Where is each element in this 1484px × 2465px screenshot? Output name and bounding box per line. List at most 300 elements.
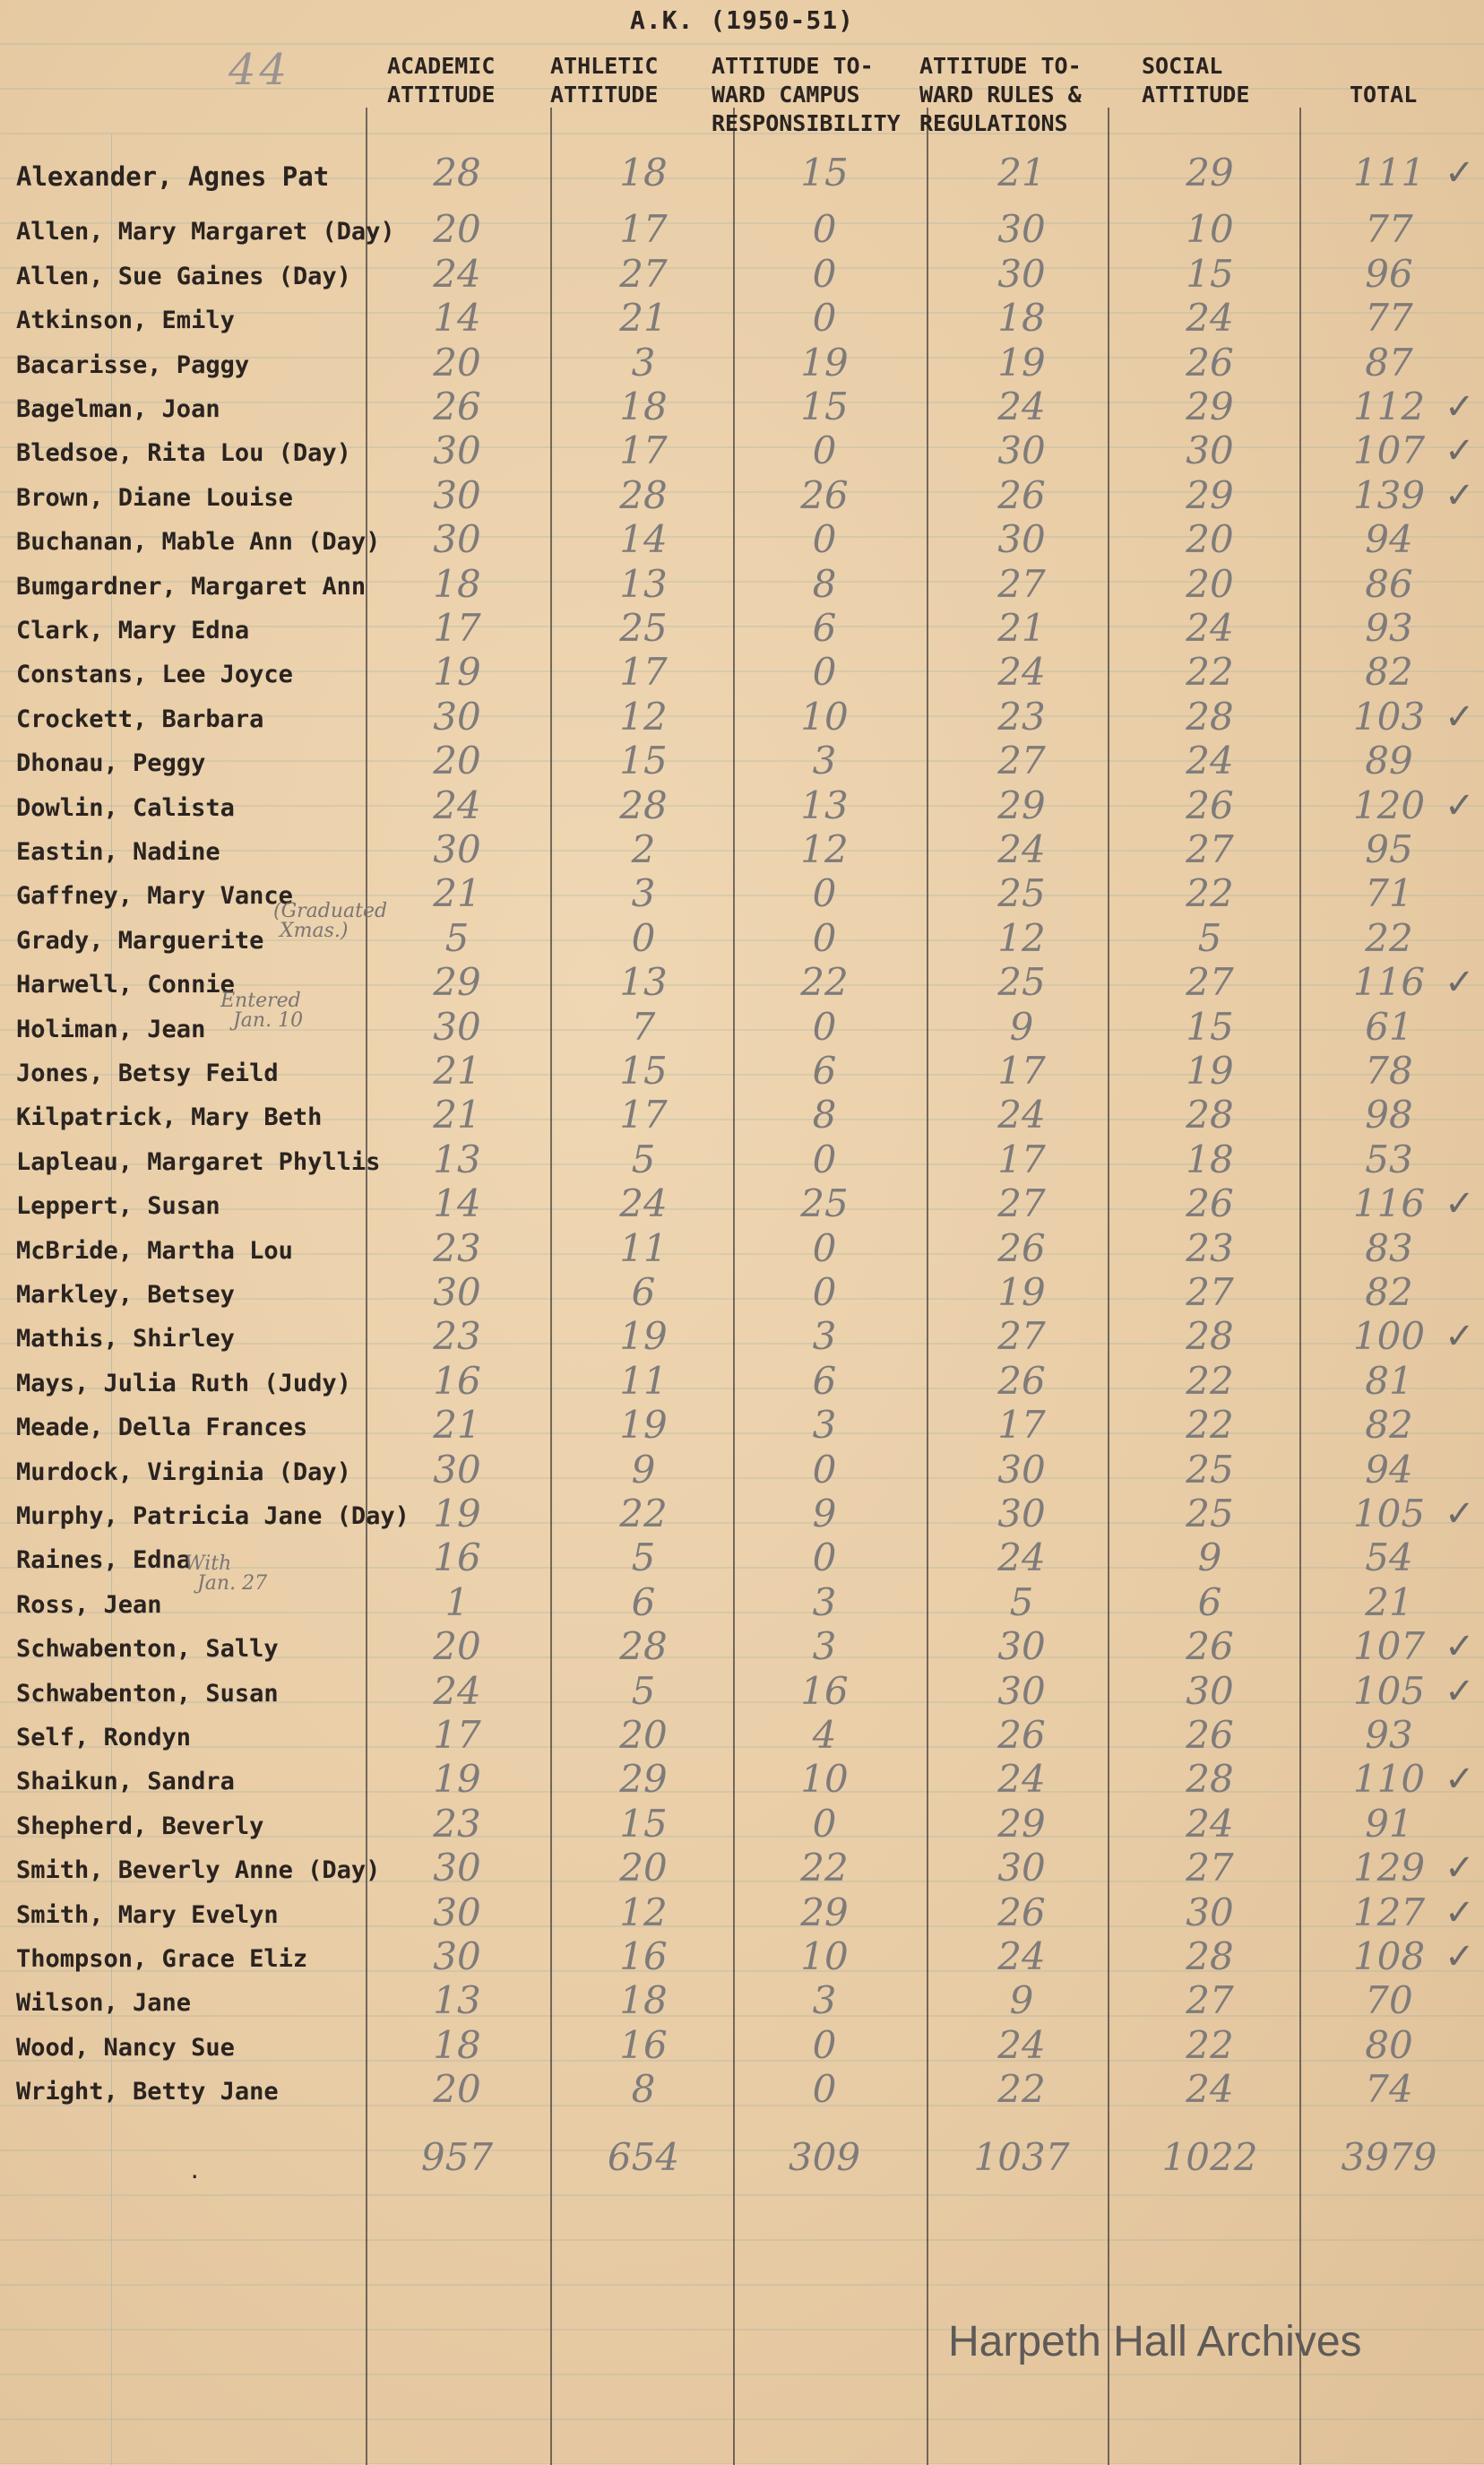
score-athletic: 19 xyxy=(619,1314,668,1359)
table-row xyxy=(0,694,1484,743)
table-row xyxy=(0,2067,1484,2115)
score-total: 78 xyxy=(1365,1049,1413,1093)
student-name: Grady, Marguerite xyxy=(16,926,264,955)
score-athletic: 18 xyxy=(619,151,668,195)
score-campus: 0 xyxy=(812,517,837,562)
score-academic: 21 xyxy=(433,1093,481,1137)
table-row xyxy=(0,472,1484,522)
score-campus: 0 xyxy=(812,251,837,296)
score-total: 91 xyxy=(1365,1801,1413,1846)
score-total: 103 xyxy=(1352,694,1426,739)
score-campus: 3 xyxy=(812,1403,837,1448)
total-rules: 1037 xyxy=(973,2135,1070,2179)
score-athletic: 0 xyxy=(631,915,656,960)
header-athletic-attitude: ATHLETIC ATTITUDE xyxy=(550,53,659,108)
score-rules: 30 xyxy=(997,428,1046,473)
score-academic: 23 xyxy=(433,1314,481,1359)
score-academic: 30 xyxy=(433,694,481,739)
score-rules: 25 xyxy=(997,960,1046,1005)
score-campus: 0 xyxy=(812,650,837,695)
score-rules: 24 xyxy=(997,2022,1046,2067)
score-rules: 30 xyxy=(997,1492,1046,1535)
score-social: 26 xyxy=(1186,783,1234,827)
score-total: 108 xyxy=(1352,1934,1426,1978)
student-name: Wright, Betty Jane xyxy=(16,2078,279,2106)
score-social: 29 xyxy=(1186,472,1234,517)
score-social: 27 xyxy=(1186,1978,1234,2023)
score-athletic: 21 xyxy=(619,296,668,341)
score-athletic: 17 xyxy=(619,428,668,473)
score-social: 19 xyxy=(1186,1049,1234,1093)
score-total: 96 xyxy=(1365,251,1413,296)
score-total: 98 xyxy=(1365,1093,1413,1137)
student-name: Eastin, Nadine xyxy=(16,838,220,866)
student-name: Bumgardner, Margaret Ann xyxy=(16,572,367,601)
score-athletic: 27 xyxy=(619,251,668,296)
score-campus: 22 xyxy=(800,1846,849,1890)
check-mark-icon: ✓ xyxy=(1445,696,1475,738)
score-athletic: 28 xyxy=(619,1624,668,1669)
score-social: 26 xyxy=(1186,340,1234,385)
score-athletic: 7 xyxy=(631,1004,656,1049)
score-athletic: 20 xyxy=(619,1846,668,1890)
table-row xyxy=(0,1668,1484,1717)
score-campus: 6 xyxy=(812,1049,837,1093)
table-row xyxy=(0,1934,1484,1983)
total-academic: 957 xyxy=(420,2135,494,2179)
score-campus: 0 xyxy=(812,1225,837,1270)
score-social: 27 xyxy=(1186,1846,1234,1890)
student-name: Crockett, Barbara xyxy=(16,705,264,733)
score-campus: 0 xyxy=(812,1270,837,1314)
table-row xyxy=(0,1358,1484,1407)
table-row xyxy=(0,207,1484,255)
score-social: 22 xyxy=(1186,2022,1234,2067)
score-total: 105 xyxy=(1352,1492,1426,1535)
score-social: 28 xyxy=(1186,694,1234,739)
score-campus: 10 xyxy=(800,1757,849,1802)
score-rules: 30 xyxy=(997,1846,1046,1890)
check-mark-icon: ✓ xyxy=(1445,1316,1475,1358)
score-total: 120 xyxy=(1352,783,1426,827)
score-athletic: 13 xyxy=(619,561,668,606)
score-athletic: 20 xyxy=(619,1713,668,1757)
score-total: 129 xyxy=(1352,1846,1426,1890)
score-total: 83 xyxy=(1365,1225,1413,1270)
score-academic: 26 xyxy=(433,385,481,428)
student-name: Markley, Betsey xyxy=(16,1281,235,1309)
score-academic: 13 xyxy=(433,1137,481,1181)
score-rules: 17 xyxy=(997,1049,1046,1093)
score-academic: 30 xyxy=(433,1846,481,1890)
score-total: 100 xyxy=(1352,1314,1426,1359)
table-row xyxy=(0,251,1484,300)
score-total: 110 xyxy=(1352,1757,1426,1802)
score-academic: 30 xyxy=(433,1934,481,1978)
score-athletic: 8 xyxy=(631,2067,656,2112)
table-row xyxy=(0,1225,1484,1275)
score-rules: 30 xyxy=(997,517,1046,562)
student-name: Dhonau, Peggy xyxy=(16,749,206,778)
student-name: Ross, Jean xyxy=(16,1590,162,1619)
score-rules: 30 xyxy=(997,1447,1046,1492)
score-social: 15 xyxy=(1186,1004,1234,1049)
score-total: 112 xyxy=(1352,385,1426,428)
score-total: 77 xyxy=(1365,296,1413,341)
table-row xyxy=(0,1447,1484,1496)
score-total: 82 xyxy=(1365,650,1413,695)
score-total: 93 xyxy=(1365,1713,1413,1757)
archive-watermark: Harpeth Hall Archives xyxy=(948,2318,1362,2366)
score-athletic: 3 xyxy=(631,871,656,916)
score-rules: 29 xyxy=(997,1801,1046,1846)
student-name: Allen, Mary Margaret (Day) xyxy=(16,218,395,246)
score-rules: 18 xyxy=(997,296,1046,341)
student-name: Self, Rondyn xyxy=(16,1724,192,1751)
score-total: 54 xyxy=(1365,1535,1413,1580)
score-athletic: 6 xyxy=(631,1270,656,1314)
student-name: Raines, Edna xyxy=(16,1546,192,1575)
page-number: 44 xyxy=(229,45,291,95)
score-social: 30 xyxy=(1186,1890,1234,1934)
score-campus: 12 xyxy=(800,827,849,871)
table-row xyxy=(0,340,1484,389)
score-campus: 9 xyxy=(812,1492,837,1535)
score-athletic: 5 xyxy=(631,1668,656,1713)
note-entered: Entered Jan. 10 xyxy=(220,990,304,1032)
score-total: 53 xyxy=(1365,1137,1413,1181)
table-row xyxy=(0,385,1484,433)
total-social: 1022 xyxy=(1161,2135,1258,2179)
score-rules: 26 xyxy=(997,1225,1046,1270)
score-rules: 24 xyxy=(997,1535,1046,1580)
check-mark-icon: ✓ xyxy=(1445,1183,1475,1225)
score-rules: 24 xyxy=(997,385,1046,428)
score-academic: 20 xyxy=(433,739,481,783)
score-academic: 19 xyxy=(433,1492,481,1535)
score-athletic: 12 xyxy=(619,694,668,739)
score-rules: 24 xyxy=(997,650,1046,695)
check-mark-icon: ✓ xyxy=(1445,474,1475,516)
table-row xyxy=(0,1624,1484,1673)
note-graduated: (Graduated Xmas.) xyxy=(273,900,388,942)
score-social: 22 xyxy=(1186,650,1234,695)
score-campus: 0 xyxy=(812,1447,837,1492)
score-social: 25 xyxy=(1186,1447,1234,1492)
table-row xyxy=(0,739,1484,787)
score-campus: 25 xyxy=(800,1181,849,1226)
score-social: 27 xyxy=(1186,960,1234,1005)
score-campus: 10 xyxy=(800,1934,849,1978)
check-mark-icon: ✓ xyxy=(1445,1670,1475,1712)
score-campus: 0 xyxy=(812,296,837,341)
student-name: Clark, Mary Edna xyxy=(16,617,250,644)
score-athletic: 2 xyxy=(631,827,656,871)
score-social: 23 xyxy=(1186,1225,1234,1270)
score-academic: 13 xyxy=(433,1978,481,2023)
score-academic: 18 xyxy=(433,2022,481,2067)
score-campus: 6 xyxy=(812,1358,837,1403)
score-rules: 25 xyxy=(997,871,1046,916)
table-row xyxy=(0,1846,1484,1894)
student-name: Holiman, Jean xyxy=(16,1015,206,1043)
score-campus: 3 xyxy=(812,739,837,783)
score-academic: 30 xyxy=(433,827,481,871)
score-athletic: 6 xyxy=(631,1579,656,1624)
student-name: Thompson, Grace Eliz xyxy=(16,1945,308,1973)
score-social: 20 xyxy=(1186,517,1234,562)
check-mark-icon: ✓ xyxy=(1445,1493,1475,1535)
table-row xyxy=(0,1049,1484,1097)
student-name: Murphy, Patricia Jane (Day) xyxy=(16,1502,410,1530)
check-mark-icon: ✓ xyxy=(1445,1936,1475,1977)
table-row xyxy=(0,1403,1484,1451)
score-academic: 24 xyxy=(433,783,481,827)
score-total: 87 xyxy=(1365,340,1413,385)
score-athletic: 13 xyxy=(619,960,668,1005)
score-campus: 0 xyxy=(812,1535,837,1580)
student-name: Schwabenton, Sally xyxy=(16,1635,279,1664)
score-campus: 8 xyxy=(812,561,837,606)
score-total: 111 xyxy=(1352,151,1426,195)
score-rules: 24 xyxy=(997,1757,1046,1802)
score-total: 89 xyxy=(1365,739,1413,783)
score-social: 24 xyxy=(1186,739,1234,783)
score-rules: 21 xyxy=(997,151,1046,195)
score-social: 24 xyxy=(1186,606,1234,650)
student-name: Bacarisse, Paggy xyxy=(16,350,250,379)
score-athletic: 9 xyxy=(631,1447,656,1492)
score-academic: 30 xyxy=(433,1270,481,1314)
score-social: 27 xyxy=(1186,1270,1234,1314)
score-rules: 22 xyxy=(997,2067,1046,2112)
score-rules: 9 xyxy=(1009,1004,1034,1049)
score-social: 29 xyxy=(1186,151,1234,195)
score-academic: 21 xyxy=(433,1403,481,1448)
score-total: 82 xyxy=(1365,1403,1413,1448)
score-social: 26 xyxy=(1186,1181,1234,1226)
student-name: Murdock, Virginia (Day) xyxy=(16,1457,351,1486)
check-mark-icon: ✓ xyxy=(1445,1891,1475,1933)
score-rules: 24 xyxy=(997,1934,1046,1978)
score-total: 107 xyxy=(1352,1624,1426,1669)
score-athletic: 28 xyxy=(619,472,668,517)
header-academic-attitude: ACADEMIC ATTITUDE xyxy=(387,53,496,108)
score-academic: 20 xyxy=(433,1624,481,1669)
check-mark-icon: ✓ xyxy=(1445,152,1475,194)
score-total: 81 xyxy=(1365,1358,1413,1403)
score-campus: 16 xyxy=(800,1668,849,1713)
score-campus: 3 xyxy=(812,1314,837,1359)
score-campus: 3 xyxy=(812,1624,837,1669)
student-name: Shaikun, Sandra xyxy=(16,1768,235,1796)
score-academic: 19 xyxy=(433,650,481,695)
score-campus: 0 xyxy=(812,2022,837,2067)
score-total: 139 xyxy=(1352,472,1426,517)
score-academic: 16 xyxy=(433,1535,481,1580)
score-academic: 21 xyxy=(433,1049,481,1093)
score-campus: 8 xyxy=(812,1093,837,1137)
score-athletic: 15 xyxy=(619,1049,668,1093)
score-academic: 5 xyxy=(444,915,470,960)
table-row xyxy=(0,561,1484,610)
header-total: TOTAL xyxy=(1350,82,1418,108)
score-athletic: 24 xyxy=(619,1181,668,1226)
score-athletic: 25 xyxy=(619,606,668,650)
score-academic: 30 xyxy=(433,1447,481,1492)
score-total: 95 xyxy=(1365,827,1413,871)
check-mark-icon: ✓ xyxy=(1445,1759,1475,1801)
score-rules: 27 xyxy=(997,1181,1046,1226)
score-total: 94 xyxy=(1365,1447,1413,1492)
score-rules: 29 xyxy=(997,783,1046,827)
score-social: 26 xyxy=(1186,1713,1234,1757)
student-name: Buchanan, Mable Ann (Day) xyxy=(16,528,381,557)
student-name: Gaffney, Mary Vance xyxy=(16,882,293,911)
score-rules: 17 xyxy=(997,1137,1046,1181)
score-athletic: 17 xyxy=(619,1093,668,1137)
student-name: Jones, Betsy Feild xyxy=(16,1060,279,1087)
score-campus: 0 xyxy=(812,2067,837,2112)
score-rules: 9 xyxy=(1009,1978,1034,2023)
table-row xyxy=(0,1137,1484,1186)
score-athletic: 15 xyxy=(619,739,668,783)
score-campus: 0 xyxy=(812,1801,837,1846)
score-athletic: 3 xyxy=(631,340,656,385)
score-campus: 0 xyxy=(812,1004,837,1049)
score-campus: 0 xyxy=(812,1137,837,1181)
score-campus: 0 xyxy=(812,207,837,252)
student-name: Atkinson, Emily xyxy=(16,307,235,335)
score-total: 94 xyxy=(1365,517,1413,562)
score-athletic: 16 xyxy=(619,2022,668,2067)
score-social: 9 xyxy=(1197,1535,1222,1580)
score-social: 25 xyxy=(1186,1492,1234,1535)
score-academic: 23 xyxy=(433,1801,481,1846)
table-row xyxy=(0,1492,1484,1540)
score-academic: 21 xyxy=(433,871,481,916)
table-row xyxy=(0,1270,1484,1319)
student-name: Smith, Beverly Anne (Day) xyxy=(16,1856,381,1885)
score-total: 22 xyxy=(1365,915,1413,960)
score-athletic: 17 xyxy=(619,207,668,252)
score-social: 5 xyxy=(1197,915,1222,960)
score-campus: 15 xyxy=(800,385,849,428)
score-total: 70 xyxy=(1365,1978,1413,2023)
header-social-attitude: SOCIAL ATTITUDE xyxy=(1142,53,1250,108)
score-campus: 22 xyxy=(800,960,849,1005)
student-name: Leppert, Susan xyxy=(16,1192,220,1221)
score-academic: 14 xyxy=(433,1181,481,1226)
score-athletic: 19 xyxy=(619,1403,668,1448)
score-social: 20 xyxy=(1186,561,1234,606)
score-athletic: 15 xyxy=(619,1801,668,1846)
score-total: 105 xyxy=(1352,1668,1426,1713)
score-academic: 30 xyxy=(433,1890,481,1934)
score-social: 18 xyxy=(1186,1137,1234,1181)
score-campus: 19 xyxy=(800,340,849,385)
score-academic: 30 xyxy=(433,517,481,562)
score-campus: 6 xyxy=(812,606,837,650)
score-athletic: 18 xyxy=(619,385,668,428)
score-social: 24 xyxy=(1186,2067,1234,2112)
student-name: Harwell, Connie xyxy=(16,971,235,999)
score-rules: 23 xyxy=(997,694,1046,739)
score-academic: 24 xyxy=(433,251,481,296)
score-academic: 1 xyxy=(444,1579,470,1624)
score-campus: 29 xyxy=(800,1890,849,1934)
student-name: Mays, Julia Ruth (Judy) xyxy=(16,1369,351,1397)
score-social: 24 xyxy=(1186,296,1234,341)
student-name: Smith, Mary Evelyn xyxy=(16,1900,279,1929)
score-academic: 19 xyxy=(433,1757,481,1802)
score-athletic: 16 xyxy=(619,1934,668,1978)
student-name: Mathis, Shirley xyxy=(16,1325,235,1354)
score-campus: 26 xyxy=(800,472,849,517)
score-athletic: 14 xyxy=(619,517,668,562)
score-rules: 26 xyxy=(997,1358,1046,1403)
table-row xyxy=(0,1757,1484,1805)
score-academic: 30 xyxy=(433,472,481,517)
table-row xyxy=(0,1093,1484,1141)
table-row xyxy=(0,428,1484,477)
score-social: 26 xyxy=(1186,1624,1234,1669)
student-name: Allen, Sue Gaines (Day) xyxy=(16,262,351,290)
score-social: 22 xyxy=(1186,871,1234,916)
table-row xyxy=(0,517,1484,566)
score-social: 10 xyxy=(1186,207,1234,252)
score-academic: 20 xyxy=(433,207,481,252)
student-name: Wilson, Jane xyxy=(16,1989,192,2018)
score-rules: 12 xyxy=(997,915,1046,960)
table-row xyxy=(0,1890,1484,1939)
score-campus: 15 xyxy=(800,151,849,195)
student-name: Dowlin, Calista xyxy=(16,793,235,822)
score-campus: 10 xyxy=(800,694,849,739)
score-total: 74 xyxy=(1365,2067,1413,2112)
score-academic: 17 xyxy=(433,606,481,650)
score-rules: 19 xyxy=(997,1270,1046,1314)
score-rules: 24 xyxy=(997,827,1046,871)
table-row xyxy=(0,827,1484,876)
student-name: Lapleau, Margaret Phyllis xyxy=(16,1147,381,1176)
score-athletic: 29 xyxy=(619,1757,668,1802)
score-total: 107 xyxy=(1352,428,1426,473)
score-academic: 18 xyxy=(433,561,481,606)
student-name: Wood, Nancy Sue xyxy=(16,2033,235,2062)
score-social: 29 xyxy=(1186,385,1234,428)
score-social: 6 xyxy=(1197,1579,1222,1624)
table-row xyxy=(0,2022,1484,2071)
score-campus: 0 xyxy=(812,428,837,473)
totals-dot: . xyxy=(188,2158,202,2184)
score-rules: 26 xyxy=(997,472,1046,517)
check-mark-icon: ✓ xyxy=(1445,1847,1475,1890)
score-academic: 29 xyxy=(433,960,481,1005)
score-social: 30 xyxy=(1186,428,1234,473)
score-rules: 19 xyxy=(997,340,1046,385)
score-rules: 26 xyxy=(997,1713,1046,1757)
student-name: Schwabenton, Susan xyxy=(16,1679,279,1708)
score-total: 93 xyxy=(1365,606,1413,650)
score-athletic: 11 xyxy=(619,1358,668,1403)
score-athletic: 12 xyxy=(619,1890,668,1934)
student-name: Alexander, Agnes Pat xyxy=(16,161,330,192)
score-rules: 26 xyxy=(997,1890,1046,1934)
score-rules: 27 xyxy=(997,739,1046,783)
score-academic: 30 xyxy=(433,1004,481,1049)
table-row xyxy=(0,915,1484,964)
